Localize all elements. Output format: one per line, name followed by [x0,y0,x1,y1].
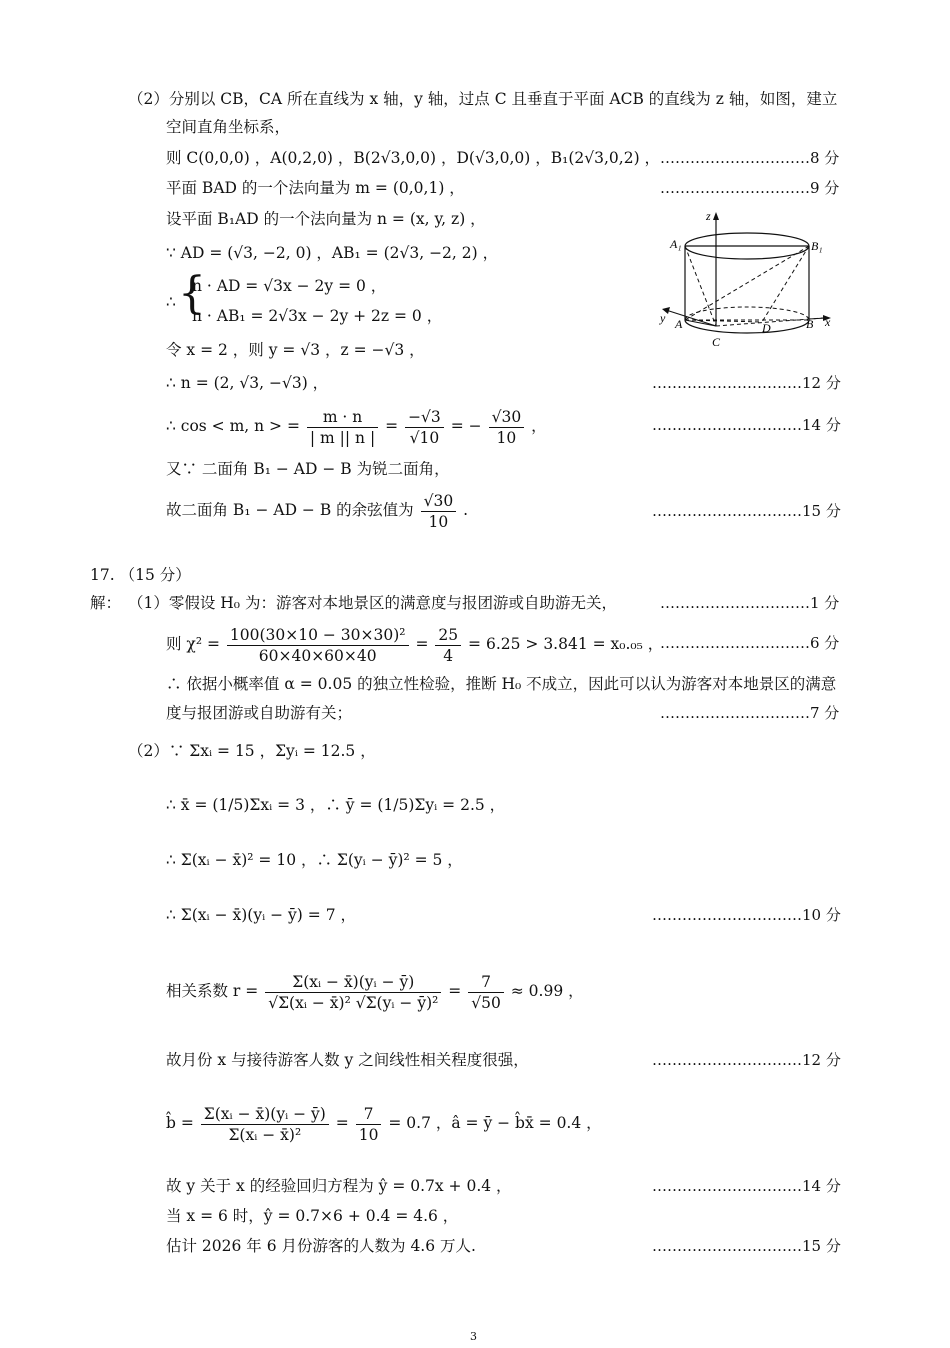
p17-b-hat [166,1098,602,1148]
cos-frac-3 [489,407,525,448]
equals-minus: = − [450,417,482,435]
cos-frac-2-num: −√3 [405,407,444,428]
cos-frac-3-den: 10 [496,428,517,447]
b-frac-num: Σ(xᵢ − x̄)(yᵢ − ȳ) [201,1104,329,1125]
p16-answer [166,488,468,532]
b-frac-den: Σ(xᵢ − x̄)² [228,1125,302,1144]
score-10: …………………………10 分 [652,906,841,924]
p16-eq-2: n · AB₁ = 2√3x − 2y + 2z = 0 ， [192,307,443,325]
period: . [463,501,469,519]
label-z: z [706,209,711,223]
p16-therefore: ∴ [166,293,176,311]
segment-A1C [685,246,716,326]
p17-correlation [166,966,584,1016]
p16-cos-line [166,404,547,448]
chi-label: 则 χ² = [166,635,220,653]
score-7: …………………………7 分 [660,704,840,722]
score-6: …………………………6 分 [660,634,840,652]
chi-frac-num: 100(30×10 − 30×30)² [227,625,409,646]
cylinder-figure [658,208,844,354]
b-label: b̂ = [166,1114,194,1132]
score-12-p17: …………………………12 分 [652,1051,841,1069]
b-frac-2-num: 7 [356,1104,382,1125]
p16-normal-n: 设平面 B₁AD 的一个法向量为 n = (x, y, z) ， [166,210,486,228]
score-1: …………………………1 分 [660,594,840,612]
p16-n-result: ∴ n = (2, √3, −√3) ， [166,374,329,392]
b-frac [201,1104,329,1145]
p16-acute: 又∵ 二面角 B₁ − AD − B 为锐二面角， [166,460,450,478]
score-14-p17: …………………………14 分 [652,1177,841,1195]
p16-let-x: 令 x = 2 ，则 y = √3 ，z = −√3 ， [166,341,425,359]
p16-coordinates: 则 C(0,0,0) ，A(0,2,0) ，B(2√3,0,0) ，D(√3,0,0) ，B₁(2√3,0,2) ， [166,149,661,167]
score-12: …………………………12 分 [652,374,841,392]
r-frac-num: Σ(xᵢ − x̄)(yᵢ − ȳ) [265,972,441,993]
p17-estimate: 估计 2026 年 6 月份游客的人数为 4.6 万人. [166,1237,476,1255]
p17-sums: （2）∵ Σxᵢ = 15 ，Σyᵢ = 12.5 ， [128,742,376,760]
chi-frac-den: 60×40×60×40 [258,646,377,665]
segment-B1A [685,246,809,320]
label-A: A [675,317,683,331]
cos-frac-2-den: √10 [409,428,440,447]
r-approx: ≈ 0.99 ， [510,982,584,1000]
b-a-result: = 0.7 ，â = ȳ − b̂x̄ = 0.4 ， [388,1114,602,1132]
r-frac-den: √Σ(xᵢ − x̄)² √Σ(yᵢ − ȳ)² [268,993,439,1012]
p17-strong-correlation: 故月份 x 与接待游客人数 y 之间线性相关程度很强， [166,1051,529,1069]
r-frac-2 [468,972,504,1013]
equals: = [385,417,399,435]
cos-frac-3-num: √30 [489,407,525,428]
p17-chi-square [166,622,663,666]
score-8: …………………………8 分 [660,149,840,167]
equals: = [415,635,429,653]
r-frac-2-num: 7 [468,972,504,993]
page-number: 3 [470,1330,477,1343]
label-A1: A₁ [670,237,682,251]
answer-frac-num: √30 [421,491,457,512]
chi-frac-2-den: 4 [443,646,454,665]
p17-solution-label: 解： [90,594,122,612]
b-frac-2-den: 10 [358,1125,379,1144]
chi-result: = 6.25 > 3.841 = x₀.₀₅ ， [468,635,664,653]
p17-regression: 故 y 关于 x 的经验回归方程为 ŷ = 0.7x + 0.4 ， [166,1177,512,1195]
p17-covariance: ∴ Σ(xᵢ − x̄)(yᵢ − ȳ) = 7 ， [166,906,356,924]
equals: = [335,1114,349,1132]
score-9: …………………………9 分 [660,179,840,197]
p17-null-hypothesis: （1）零假设 H₀ 为：游客对本地景区的满意度与报团游或自助游无关， [128,594,617,612]
label-B: B [806,317,814,331]
p17-conclusion-2: 度与报团游或自助游有关； [166,704,353,722]
equals: = [448,982,462,1000]
label-B1: B₁ [811,239,823,253]
label-x: x [825,315,831,329]
b-frac-2 [356,1104,382,1145]
p16-normal-m: 平面 BAD 的一个法向量为 m = (0,0,1) ， [166,179,465,197]
p17-predict: 当 x = 6 时，ŷ = 0.7×6 + 0.4 = 4.6 ， [166,1207,459,1225]
p16-eq-1: n · AD = √3x − 2y = 0 ， [192,277,387,295]
comma: ， [531,417,547,435]
system-brace: { [178,268,206,319]
r-frac [265,972,441,1013]
label-y: y [660,311,666,325]
answer-frac [421,491,457,532]
score-15-p16: …………………………15 分 [652,502,841,520]
cos-frac-1-num: m · n [307,407,378,428]
p17-means: ∴ x̄ = (1/5)Σxᵢ = 3 ，∴ ȳ = (1/5)Σyᵢ = 2.5 ， [166,796,506,814]
r-frac-2-den: √50 [471,993,501,1012]
cos-label: ∴ cos < m, n > = [166,417,300,435]
chi-frac-2-num: 25 [435,625,461,646]
chi-frac [227,625,409,666]
label-C: C [712,335,721,349]
chi-frac-2 [435,625,461,666]
p17-heading: 17. （15 分） [90,566,191,584]
p16-vectors: ∵ AD = (√3, −2, 0) ，AB₁ = (2√3, −2, 2) ， [166,244,499,262]
p17-variances: ∴ Σ(xᵢ − x̄)² = 10 ，∴ Σ(yᵢ − ȳ)² = 5 ， [166,851,463,869]
cos-frac-1-den: | m || n | [309,428,376,447]
p17-conclusion-1: ∴ 依据小概率值 α = 0.05 的独立性检验，推断 H₀ 不成立，因此可以认为游客对本地景区的满意 [166,675,837,693]
cos-frac-1 [307,407,378,448]
y-axis [666,310,716,326]
answer-frac-den: 10 [428,512,449,531]
answer-text: 故二面角 B₁ − AD − B 的余弦值为 [166,501,414,519]
score-14: …………………………14 分 [652,416,841,434]
cos-frac-2 [405,407,444,448]
p16-line-2: 空间直角坐标系， [166,118,291,136]
label-D: D [762,321,771,335]
segment-B1D [762,246,809,322]
score-15-p17: …………………………15 分 [652,1237,841,1255]
z-arrow [713,212,719,220]
r-label: 相关系数 r = [166,982,259,1000]
p16-line-1: （2）分别以 CB，CA 所在直线为 x 轴，y 轴，过点 C 且垂直于平面 ACB 的直线为 z 轴，如图，建立 [128,90,838,108]
